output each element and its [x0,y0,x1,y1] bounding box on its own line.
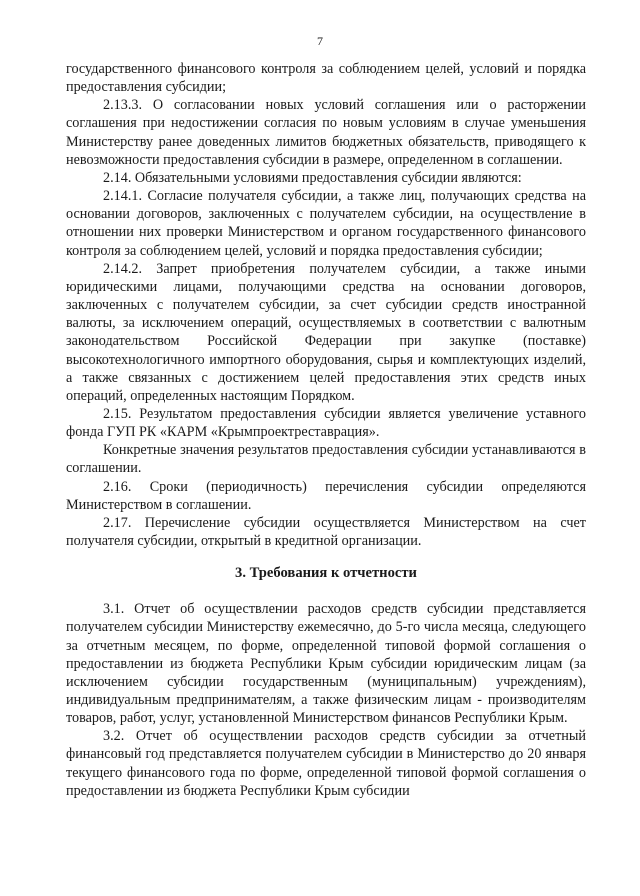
paragraph-2-14: 2.14. Обязательными условиями предоставления субсидии являются: [103,169,522,186]
document-body [66,60,586,800]
paragraph-3-2: 3.2. Отчет об осуществлении расходов средств субсидии за отчетный финансовый год представляется получателем субсидии в Министерство до 20 января текущего финансового года по форме, определенной типовой формой соглашения о предоставлении из бюджета Республики Крым субсидии [66,728,586,799]
paragraph-3-1: 3.1. Отчет об осуществлении расходов средств субсидии представляется получателем субсидии Министерству ежемесячно, до 5-го числа месяца, следующего за отчетным месяцем, по форме, определенной типовой формой соглашения о предоставлении из бюджета Республики Крым субсидии юридическим лицам (за исключением субсидии государственным (муниципальным) учреждениям), индивидуальным предпринимателям, а также физическим лицам - производителям товаров, работ, услуг, установленной Министерством финансов Республики Крым. [66,601,586,727]
paragraph-2-13-3: 2.13.3. О согласовании новых условий соглашения или о расторжении соглашения при недостижении согласия по новым условиям в случае уменьшения Министерству ранее доведенных лимитов бюджетных обязательств, приводящего к невозможности предоставления субсидии в размере, определенном в соглашении. [66,97,586,168]
paragraph-result-values: Конкретные значения результатов предоставления субсидии устанавливаются в соглашении. [66,442,586,477]
section-heading: 3. Требования к отчетности [235,565,417,582]
paragraph-2-16: 2.16. Сроки (периодичность) перечисления субсидии определяются Министерством в соглашении. [66,478,586,513]
paragraph-2-15: 2.15. Результатом предоставления субсидии является увеличение уставного фонда ГУП РК «КАРМ «Крымпроектреставрация». [66,405,586,441]
paragraph: государственного финансового контроля за соблюдением целей, условий и порядка предоставления субсидии; [66,61,586,96]
paragraph-2-14-2: 2.14.2. Запрет приобретения получателем субсидии, а также иными юридическими лицами, получающими средства на основании договоров, заключенных с получателем субсидии, за счет субсидии средств иностранной валюты, за исключением операций, осуществляемых в соответствии с валютным законодательством Российской Федерации при закупке (поставке) высокотехнологичного импортного оборудования, сырья и комплектующих изделий, а также связанных с достижением целей предоставления этих средств иных операций, определенных настоящим Порядком. [66,260,586,404]
paragraph-2-17: 2.17. Перечисление субсидии осуществляется Министерством на счет получателя субсидии, открытый в кредитной организации. [66,514,586,550]
page-number: 7 [317,34,323,48]
paragraph-2-14-1: 2.14.1. Согласие получателя субсидии, а также лиц, получающих средства на основании договоров, заключенных с получателем субсидии, на осуществление в отношении них проверки Министерством и органом государственного финансового контроля за соблюдением целей, условий и порядка предоставления субсидии; [66,188,586,259]
